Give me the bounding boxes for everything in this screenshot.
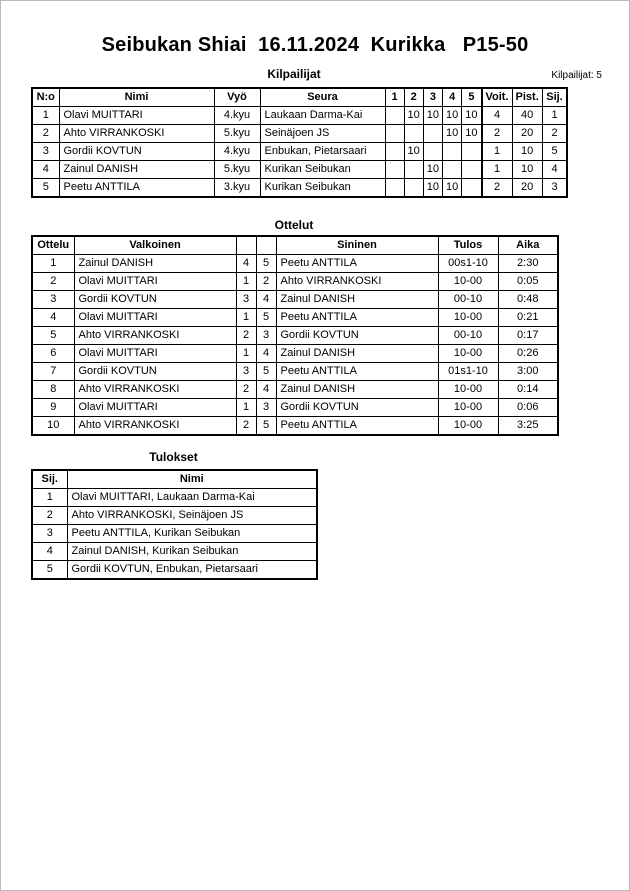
table-cell <box>443 161 462 179</box>
table-cell: 00s1-10 <box>438 255 498 273</box>
table-row <box>32 179 567 198</box>
table-row <box>32 161 567 179</box>
table-cell <box>385 179 404 198</box>
table-cell: 0:21 <box>498 309 558 327</box>
table-cell: 3 <box>236 363 256 381</box>
column-header: Vyö <box>214 88 260 107</box>
table-row <box>32 525 317 543</box>
page-title: Seibukan Shiai 16.11.2024 Kurikka P15-50 <box>101 34 529 56</box>
table-cell: 3 <box>542 179 567 198</box>
table-cell: 1 <box>32 255 74 273</box>
column-header: 3 <box>423 88 442 107</box>
column-header: Valkoinen <box>74 236 236 255</box>
table-cell: Peetu ANTTILA <box>276 363 438 381</box>
table-row <box>32 309 558 327</box>
table-cell: 4 <box>482 107 513 125</box>
table-cell: 4 <box>256 345 276 363</box>
table-cell: 2 <box>482 125 513 143</box>
table-cell: Olavi MUITTARI <box>74 273 236 291</box>
table-cell: 2 <box>256 273 276 291</box>
table-cell: Olavi MUITTARI <box>74 345 236 363</box>
column-header: Nimi <box>59 88 214 107</box>
table-cell: Zainul DANISH <box>59 161 214 179</box>
table-cell: Zainul DANISH, Kurikan Seibukan <box>67 543 317 561</box>
table-cell: 5 <box>256 417 276 436</box>
column-header <box>256 236 276 255</box>
table-cell <box>404 161 423 179</box>
table-row <box>32 489 317 507</box>
table-cell: Olavi MUITTARI <box>59 107 214 125</box>
table-cell: Zainul DANISH <box>276 291 438 309</box>
table-cell: 10 <box>32 417 74 436</box>
table-cell: Olavi MUITTARI, Laukaan Darma-Kai <box>67 489 317 507</box>
table-cell: 00-10 <box>438 327 498 345</box>
table-cell: 1 <box>482 161 513 179</box>
table-cell: 40 <box>512 107 542 125</box>
table-cell <box>404 179 423 198</box>
results-section-title: Tulokset <box>149 450 198 464</box>
column-header: Seura <box>260 88 385 107</box>
table-cell: 5 <box>32 179 59 198</box>
table-row <box>32 273 558 291</box>
table-cell: Zainul DANISH <box>276 381 438 399</box>
table-cell: 00-10 <box>438 291 498 309</box>
table-cell: 1 <box>482 143 513 161</box>
table-cell: Gordii KOVTUN <box>276 327 438 345</box>
table-cell: 1 <box>32 107 59 125</box>
table-row <box>32 543 317 561</box>
table-cell: Ahto VIRRANKOSKI <box>74 327 236 345</box>
table-row <box>32 107 567 125</box>
table-cell: Ahto VIRRANKOSKI <box>74 417 236 436</box>
column-header: 4 <box>443 88 462 107</box>
table-cell: 5 <box>542 143 567 161</box>
table-cell <box>385 125 404 143</box>
table-cell: Peetu ANTTILA, Kurikan Seibukan <box>67 525 317 543</box>
table-cell: 10 <box>423 161 442 179</box>
table-cell: 2 <box>482 179 513 198</box>
table-cell: 10-00 <box>438 381 498 399</box>
table-cell: 20 <box>512 125 542 143</box>
table-cell: 10-00 <box>438 399 498 417</box>
competitors-section-title: Kilpailijat <box>267 67 321 81</box>
table-cell: Gordii KOVTUN <box>74 363 236 381</box>
table-cell: 10 <box>423 107 442 125</box>
table-cell: 0:26 <box>498 345 558 363</box>
table-cell: Ahto VIRRANKOSKI <box>59 125 214 143</box>
table-cell: 10-00 <box>438 417 498 436</box>
table-row <box>32 381 558 399</box>
table-row <box>32 125 567 143</box>
table-cell: 0:05 <box>498 273 558 291</box>
table-cell: 7 <box>32 363 74 381</box>
results-table <box>31 469 318 580</box>
table-cell: 8 <box>32 381 74 399</box>
table-cell: 2 <box>32 273 74 291</box>
table-cell: 5.kyu <box>214 161 260 179</box>
column-header: Sij. <box>542 88 567 107</box>
column-header: Ottelu <box>32 236 74 255</box>
table-cell: 4 <box>32 161 59 179</box>
table-cell: 2 <box>236 417 256 436</box>
table-cell: 3.kyu <box>214 179 260 198</box>
table-cell: Ahto VIRRANKOSKI <box>74 381 236 399</box>
table-cell: 1 <box>236 399 256 417</box>
table-cell: Olavi MUITTARI <box>74 309 236 327</box>
table-cell: 01s1-10 <box>438 363 498 381</box>
table-cell <box>423 125 442 143</box>
table-cell: 10 <box>404 107 423 125</box>
table-row <box>32 345 558 363</box>
column-header: 5 <box>462 88 482 107</box>
table-cell: 10 <box>443 107 462 125</box>
table-cell: 10-00 <box>438 309 498 327</box>
table-cell: Gordii KOVTUN, Enbukan, Pietarsaari <box>67 561 317 580</box>
column-header: Aika <box>498 236 558 255</box>
table-cell <box>462 143 482 161</box>
table-cell: 3 <box>236 291 256 309</box>
table-cell: 6 <box>32 345 74 363</box>
table-cell: Seinäjoen JS <box>260 125 385 143</box>
table-cell: 3 <box>256 327 276 345</box>
table-row <box>32 327 558 345</box>
table-cell: 3 <box>32 525 67 543</box>
table-cell: 0:48 <box>498 291 558 309</box>
column-header: Nimi <box>67 470 317 489</box>
table-cell: 2 <box>32 507 67 525</box>
table-row <box>32 399 558 417</box>
table-cell: Laukaan Darma-Kai <box>260 107 385 125</box>
column-header <box>236 236 256 255</box>
table-cell: 3:00 <box>498 363 558 381</box>
table-cell: 1 <box>236 345 256 363</box>
table-cell: Olavi MUITTARI <box>74 399 236 417</box>
competitors-header-row <box>32 88 567 107</box>
table-cell: 3 <box>32 291 74 309</box>
column-header: 2 <box>404 88 423 107</box>
table-cell: 1 <box>542 107 567 125</box>
column-header: Sininen <box>276 236 438 255</box>
table-cell: 2 <box>236 381 256 399</box>
competitors-table <box>31 87 568 198</box>
table-cell: 5 <box>256 309 276 327</box>
table-cell: 4 <box>542 161 567 179</box>
table-cell: Zainul DANISH <box>276 345 438 363</box>
table-cell: Ahto VIRRANKOSKI <box>276 273 438 291</box>
table-cell: 10 <box>423 179 442 198</box>
table-cell: 5.kyu <box>214 125 260 143</box>
table-cell <box>423 143 442 161</box>
table-row <box>32 417 558 436</box>
column-header: Tulos <box>438 236 498 255</box>
table-cell: 2 <box>542 125 567 143</box>
table-cell: 4 <box>256 381 276 399</box>
table-cell: 0:06 <box>498 399 558 417</box>
table-cell: Gordii KOVTUN <box>59 143 214 161</box>
table-cell: 5 <box>256 255 276 273</box>
table-cell <box>443 143 462 161</box>
table-cell: 0:14 <box>498 381 558 399</box>
table-cell: Peetu ANTTILA <box>276 255 438 273</box>
table-row <box>32 255 558 273</box>
table-cell: Gordii KOVTUN <box>276 399 438 417</box>
table-cell: Peetu ANTTILA <box>59 179 214 198</box>
table-cell: Peetu ANTTILA <box>276 309 438 327</box>
table-cell: Kurikan Seibukan <box>260 161 385 179</box>
table-cell: 3 <box>256 399 276 417</box>
table-cell: Kurikan Seibukan <box>260 179 385 198</box>
table-cell: Peetu ANTTILA <box>276 417 438 436</box>
table-cell: 10 <box>512 161 542 179</box>
table-cell: 9 <box>32 399 74 417</box>
table-cell <box>385 143 404 161</box>
competitors-count-label: Kilpailijat: 5 <box>551 70 602 81</box>
table-cell <box>462 179 482 198</box>
table-cell: 0:17 <box>498 327 558 345</box>
table-cell: 3:25 <box>498 417 558 436</box>
table-row <box>32 561 317 580</box>
table-cell: 10 <box>404 143 423 161</box>
column-header: N:o <box>32 88 59 107</box>
table-cell: 10 <box>443 179 462 198</box>
matches-table <box>31 235 559 436</box>
column-header: Pist. <box>512 88 542 107</box>
table-row <box>32 363 558 381</box>
table-cell: 1 <box>236 273 256 291</box>
table-cell: 1 <box>32 489 67 507</box>
table-cell: 4 <box>256 291 276 309</box>
table-cell: 4.kyu <box>214 143 260 161</box>
table-cell: 3 <box>32 143 59 161</box>
matches-section-title: Ottelut <box>274 218 314 232</box>
column-header: 1 <box>385 88 404 107</box>
table-cell: 20 <box>512 179 542 198</box>
table-cell <box>462 161 482 179</box>
table-cell: 5 <box>32 327 74 345</box>
table-cell: 5 <box>32 561 67 580</box>
table-cell: 10-00 <box>438 273 498 291</box>
table-cell: 10 <box>443 125 462 143</box>
table-cell: 2 <box>32 125 59 143</box>
table-row <box>32 143 567 161</box>
table-cell: 10 <box>462 107 482 125</box>
table-cell: 4.kyu <box>214 107 260 125</box>
table-cell: 10-00 <box>438 345 498 363</box>
table-cell: 4 <box>32 309 74 327</box>
table-cell: 4 <box>236 255 256 273</box>
table-cell: Zainul DANISH <box>74 255 236 273</box>
table-cell: 5 <box>256 363 276 381</box>
table-cell: 4 <box>32 543 67 561</box>
results-header-row <box>32 470 317 489</box>
table-cell: 1 <box>236 309 256 327</box>
matches-header-row <box>32 236 558 255</box>
table-cell: 10 <box>462 125 482 143</box>
table-row <box>32 291 558 309</box>
table-cell <box>404 125 423 143</box>
table-cell: 10 <box>512 143 542 161</box>
table-cell <box>385 107 404 125</box>
competitors-section-header <box>31 67 602 82</box>
table-cell: 2:30 <box>498 255 558 273</box>
table-cell <box>385 161 404 179</box>
table-cell: 2 <box>236 327 256 345</box>
column-header: Voit. <box>482 88 513 107</box>
table-cell: Enbukan, Pietarsaari <box>260 143 385 161</box>
table-cell: Ahto VIRRANKOSKI, Seinäjoen JS <box>67 507 317 525</box>
column-header: Sij. <box>32 470 67 489</box>
table-row <box>32 507 317 525</box>
table-cell: Gordii KOVTUN <box>74 291 236 309</box>
